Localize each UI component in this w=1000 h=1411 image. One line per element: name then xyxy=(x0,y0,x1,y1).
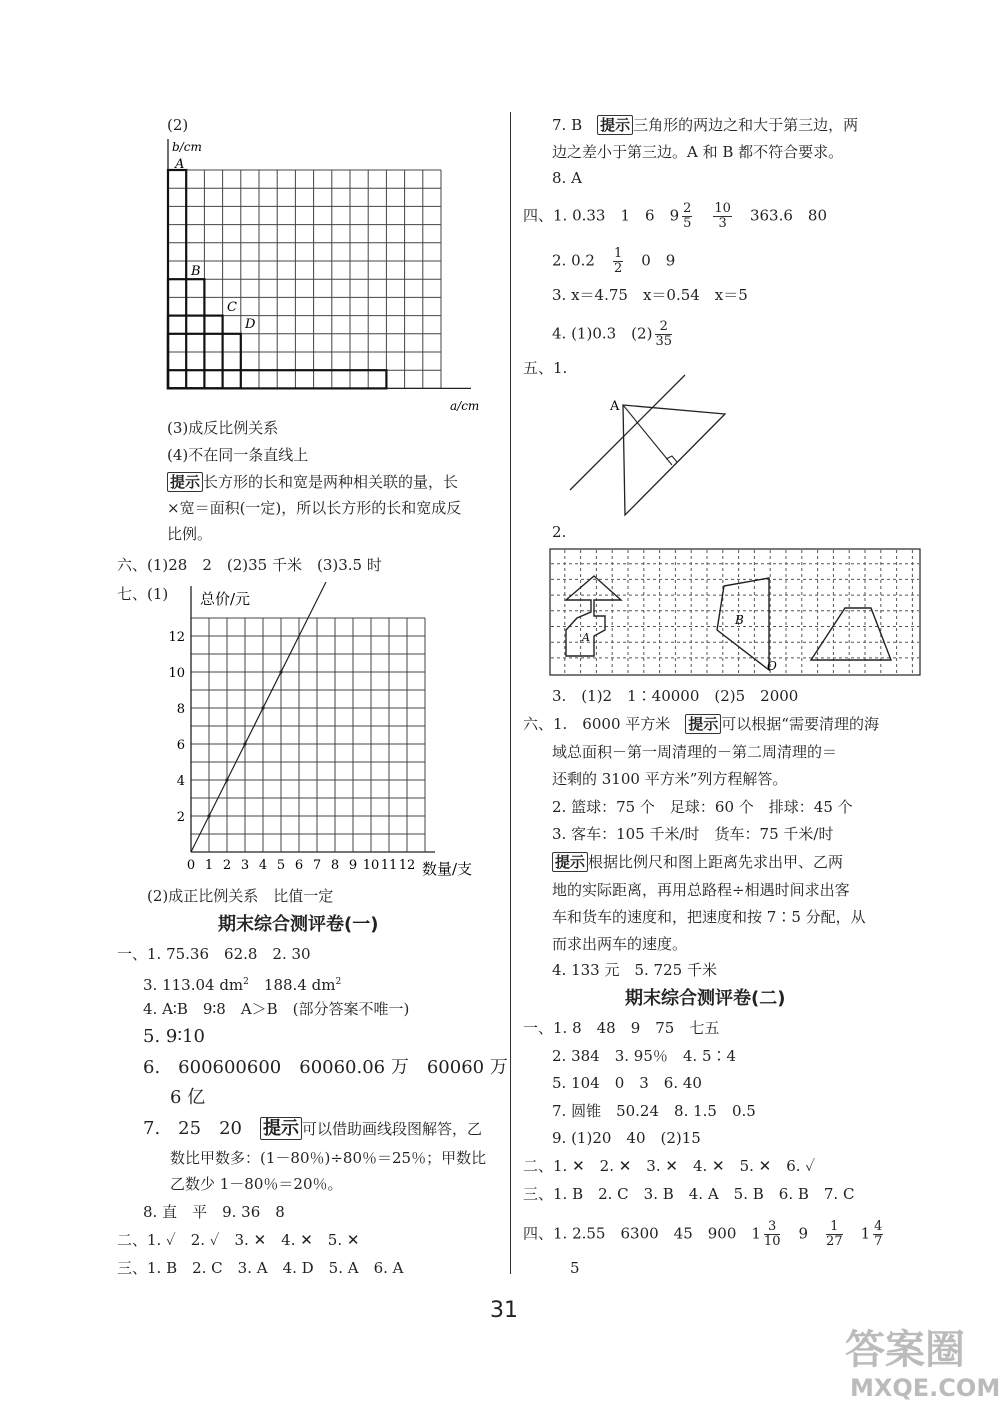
r-liu3: 3. 客车：105 千米/时 货车：75 千米/时 xyxy=(552,825,834,843)
r-liu1: 六、1. 6000 平方米 提示 可以根据“需要清理的海 xyxy=(523,715,879,733)
point-C: C xyxy=(227,300,237,315)
t2-last: 5 xyxy=(570,1259,580,1277)
r-si2: 2. 0.2 $\frac{1}{2}$ 0 9 xyxy=(552,246,676,276)
x-tick-label: 0 xyxy=(186,858,196,873)
t1-er: 二、1. ✓ 2. ✓ 3. ✕ 4. ✕ 5. ✕ xyxy=(117,1231,360,1249)
point-B: B xyxy=(191,264,201,279)
y-tick-label: 8 xyxy=(176,702,185,717)
grid-chart-1 xyxy=(150,135,495,415)
proportion-line xyxy=(191,582,326,852)
t1-q3: 3. 113.04 $dm^2$ 188.4 $dm^2$ xyxy=(143,976,342,994)
section-seven: 七、(1) xyxy=(117,585,169,603)
x-tick-label: 9 xyxy=(348,858,358,873)
data-point xyxy=(207,814,210,817)
shape-label-A: A xyxy=(582,631,590,644)
title-test-2: 期末综合测评卷(二) xyxy=(625,988,786,1009)
t1-q4: 4. A∶B 9∶8 A＞B (部分答案不唯一) xyxy=(143,1000,410,1018)
hint-line1: 提示 长方形的长和宽是两种相关联的量，长 xyxy=(167,472,458,492)
t1-q6: 6. 600600600 60060.06 万 60060 万 xyxy=(143,1057,508,1078)
r-q8: 8. A xyxy=(552,169,582,187)
shape-label-B: B xyxy=(735,613,744,627)
t1-q5: 5. 9∶10 xyxy=(143,1026,205,1047)
x-tick-label: 6 xyxy=(294,858,304,873)
triangle-figure xyxy=(560,365,730,520)
r-q7: 7. B 提示 三角形的两边之和大于第三边，两 xyxy=(552,116,859,134)
r-wu2: 2. xyxy=(552,523,567,541)
t2-q2: 2. 384 3. 95％ 4. 5∶4 xyxy=(552,1047,737,1065)
page-number: 31 xyxy=(490,1298,518,1323)
r-si4: 4. (1)0.3 (2) $\frac{2}{35}$ xyxy=(552,319,672,349)
r-liu2: 2. 篮球：75 个 足球：60 个 排球：45 个 xyxy=(552,798,853,816)
ans-3: (3)成反比例关系 xyxy=(167,419,279,437)
y-tick-label: 6 xyxy=(176,738,185,753)
title-test-1: 期末综合测评卷(一) xyxy=(218,914,379,935)
grid1-xlabel: a/cm xyxy=(450,399,480,413)
t1-q1: 一、1. 75.36 62.8 2. 30 xyxy=(117,945,311,963)
t2-er: 二、1. ✕ 2. ✕ 3. ✕ 4. ✕ 5. ✕ 6. ✓ xyxy=(523,1157,815,1175)
y-tick-label: 10 xyxy=(168,666,185,681)
sub-2: (2) xyxy=(167,116,189,134)
r-si1: 四、1. 0.33 1 6 9 $\frac{2}{5}$ $\frac{10}{3}$ 363.6 80 xyxy=(523,201,827,231)
x-tick-label: 12 xyxy=(398,858,416,873)
x-tick-label: 7 xyxy=(312,858,322,873)
t1-q7c: 乙数少 1－80％＝20％。 xyxy=(170,1175,343,1193)
y-tick-label: 4 xyxy=(176,774,185,789)
t1-san: 三、1. B 2. C 3. A 4. D 5. A 6. A xyxy=(117,1259,404,1277)
grid1-ylabel: b/cm xyxy=(172,140,202,154)
x-tick-label: 2 xyxy=(222,858,232,873)
hint-line3: 比例。 xyxy=(167,525,213,543)
hint-tag: 提示 xyxy=(167,472,203,492)
r-wu3: 3. (1)2 1∶40000 (2)5 2000 xyxy=(552,687,799,705)
y-tick-label: 12 xyxy=(168,630,185,645)
section-six: 六、(1)28 2 (2)35 千米 (3)3.5 时 xyxy=(117,556,382,574)
grid2-xlabel: 数量/支 xyxy=(422,860,473,878)
x-tick-label: 11 xyxy=(380,858,398,873)
t2-q5: 5. 104 0 3 6. 40 xyxy=(552,1074,702,1092)
hint-line2: ×宽＝面积(一定)，所以长方形的长和宽成反 xyxy=(167,499,462,517)
dotted-grid-figure xyxy=(549,548,921,676)
x-tick-label: 5 xyxy=(276,858,286,873)
ans-4: (4)不在同一条直线上 xyxy=(167,446,309,464)
x-tick-label: 3 xyxy=(240,858,250,873)
r-liu3c: 车和货车的速度和，把速度和按 7∶5 分配，从 xyxy=(552,908,866,926)
grid2-ylabel: 总价/元 xyxy=(200,590,251,608)
data-point xyxy=(243,742,246,745)
data-point xyxy=(279,670,282,673)
t2-si: 四、1. 2.55 6300 45 900 1 $\frac{3}{10}$ 9 $\frac{1}{27}$ 1 $\frac{4}{7}$ xyxy=(523,1219,883,1249)
y-tick-label: 2 xyxy=(176,810,185,825)
point-A: A xyxy=(175,157,185,172)
r-liu1b: 域总面积－第一周清理的－第二周清理的＝ xyxy=(552,743,838,761)
t1-q7b: 数比甲数多：(1－80％)÷80％＝25％；甲数比 xyxy=(170,1149,487,1167)
x-tick-label: 1 xyxy=(204,858,214,873)
seven-2: (2)成正比例关系 比值一定 xyxy=(147,887,334,905)
t2-san: 三、1. B 2. C 3. B 4. A 5. B 6. B 7. C xyxy=(523,1185,855,1203)
data-point xyxy=(225,778,228,781)
r-q7b: 边之差小于第三边。A 和 B 都不符合要求。 xyxy=(552,143,844,161)
r-si3: 3. x＝4.75 x＝0.54 x＝5 xyxy=(552,286,748,304)
t1-q6b: 6 亿 xyxy=(170,1087,206,1108)
r-liu1c: 还剩的 3100 平方米”列方程解答。 xyxy=(552,770,788,788)
x-tick-label: 8 xyxy=(330,858,340,873)
r-liu4: 4. 133 元 5. 725 千米 xyxy=(552,961,717,979)
data-point xyxy=(261,706,264,709)
r-liu3h: 提示 根据比例尺和图上距离先求出甲、乙两 xyxy=(552,852,843,872)
t2-q7: 7. 圆锥 50.24 8. 1.5 0.5 xyxy=(552,1102,756,1120)
x-tick-label: 10 xyxy=(362,858,380,873)
grid-chart-2 xyxy=(160,582,500,882)
shape-label-O: O xyxy=(767,659,777,673)
point-D: D xyxy=(245,317,256,332)
column-divider xyxy=(510,112,511,1274)
t2-q1: 一、1. 8 48 9 75 七五 xyxy=(523,1019,720,1037)
t2-q9: 9. (1)20 40 (2)15 xyxy=(552,1129,701,1147)
x-tick-label: 4 xyxy=(258,858,268,873)
triangle-label-A: A xyxy=(610,399,620,414)
watermark-logo: 答案圈 xyxy=(845,1327,965,1373)
t1-q8: 8. 直 平 9. 36 8 xyxy=(143,1203,285,1221)
r-wu1: 五、1. xyxy=(523,359,568,377)
watermark-url: MXQE.COM xyxy=(850,1374,1000,1402)
r-liu3d: 而求出两车的速度。 xyxy=(552,935,688,953)
t1-q7: 7. 25 20 提示 可以借助画线段图解答，乙 xyxy=(143,1118,482,1139)
r-liu3b: 地的实际距离，再用总路程÷相遇时间求出客 xyxy=(552,881,850,899)
